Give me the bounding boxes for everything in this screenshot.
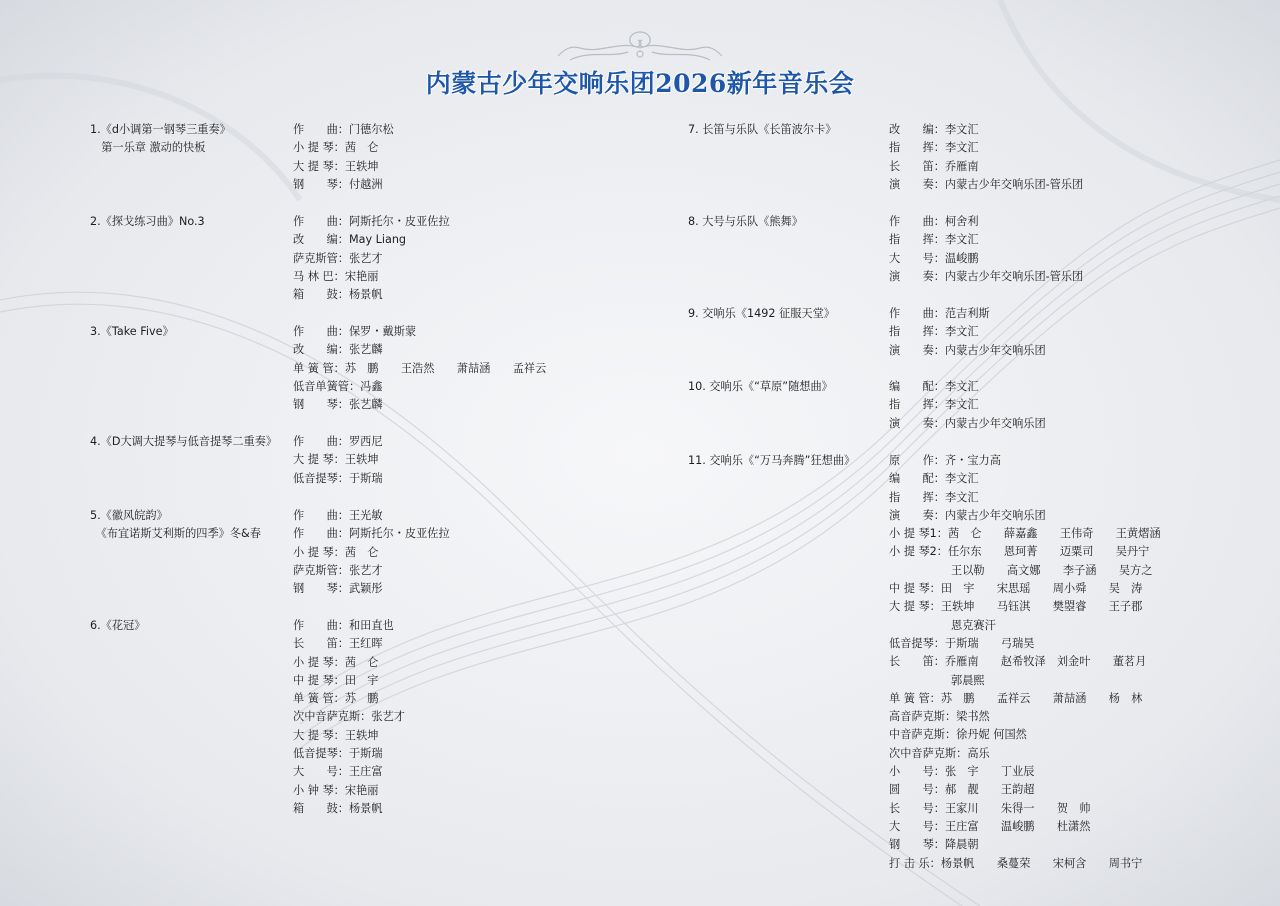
credit-line: 钢 琴：付越洲 [293,177,383,191]
credit-line: 指 挥：李文汇 [889,141,979,155]
credit-line: 编 配：李文汇 [889,472,979,486]
credit-list [293,433,383,488]
credit-line: 作 曲：范吉利斯 [889,307,990,320]
credit-line: 萨克斯管：张艺才 [293,251,383,265]
credit-line: 作 曲：和田直也 [293,619,394,632]
credit-line: 演 奏：内蒙古少年交响乐团 [889,343,1046,357]
credit-line: 大 提 琴：王轶坤 [293,453,379,467]
piece-title: 2.《探戈练习曲》No.3 [90,215,205,228]
credit-line: 低音单簧管：冯鑫 [293,379,383,393]
credit-line: 演 奏：内蒙古少年交响乐团 [889,416,1046,430]
credit-line: 中 提 琴：田 宇 [293,673,379,687]
credit-line: 作 曲：柯舍利 [889,215,979,228]
credit-line: 大 号：温峻鹏 [889,251,979,265]
credit-line: 改 编：May Liang [293,233,407,247]
credit-line: 低音提琴：于斯瑞 [293,747,383,761]
credit-line: 作 曲：门德尔松 [293,123,394,136]
credit-line: 演 奏：内蒙古少年交响乐团-管乐团 [889,269,1084,283]
credit-line: 原 作：齐・宝力高 [889,454,1001,467]
flourish-ornament-icon [540,28,740,68]
credit-line: 小 钟 琴：宋艳丽 [293,783,379,797]
piece-title: 1.《d小调第一钢琴三重奏》 第一乐章 激动的快板 [90,123,231,155]
credit-list [889,452,1161,873]
credit-line: 长 笛：王红晖 [293,637,383,651]
credit-line: 单 簧 管：苏 鹏 [293,692,379,706]
credit-line: 指 挥：李文汇 [889,398,979,412]
credit-line: 马 林 巴：宋艳丽 [293,269,379,283]
credit-line: 指 挥：李文汇 [889,490,979,504]
credit-line: 箱 鼓：杨景帆 [293,288,383,302]
credit-line: 作 曲：保罗・戴斯蒙 [293,325,417,338]
credit-line: 大 号：王庄富 温峻鹏 杜潇然 [889,819,1091,833]
credit-list [889,378,1046,433]
credit-line: 作 曲：阿斯托尔・皮亚佐拉 [293,215,450,228]
credit-line: 单 簧 管：苏 鹏 王浩然 萧喆涵 孟祥云 [293,361,547,375]
credit-list [889,121,1083,194]
piece-title: 5.《徽风皖韵》 《布宜诺斯艾利斯的四季》冬&春 [90,509,261,541]
piece-title: 4.《D大调大提琴与低音提琴二重奏》 [90,435,278,448]
credit-line: 作 曲：王光敏 [293,509,383,522]
credit-list [293,507,450,598]
credit-list [293,323,546,414]
credit-line: 改 编：张艺麟 [293,343,383,357]
credit-line: 打 击 乐：杨景帆 桑蔓荣 宋柯含 周书宁 [889,856,1143,870]
credit-line: 指 挥：李文汇 [889,233,979,247]
piece-title: 7. 长笛与乐队《长笛波尔卡》 [688,123,837,136]
piece-title: 11. 交响乐《“万马奔腾”狂想曲》 [688,454,856,467]
credit-line: 小 提 琴2：任尔东 恩珂菁 迈粟司 吴丹宁 [889,545,1150,559]
credit-line: 小 提 琴：茜 仑 [293,655,379,669]
credit-line: 高音萨克斯：梁书然 [889,710,990,724]
credit-line: 钢 琴：张艺麟 [293,398,383,412]
credit-line: 郭晨熙 [951,673,985,687]
piece-title: 6.《花冠》 [90,619,146,632]
credit-line: 大 提 琴：王轶坤 马钰淇 樊曌睿 王子郡 [889,600,1143,614]
credit-line: 低音提琴：于斯瑞 [293,471,383,485]
credit-line: 作 曲：罗西尼 [293,435,383,448]
piece-title: 10. 交响乐《“草原”随想曲》 [688,380,833,393]
credit-line: 萨克斯管：张艺才 [293,563,383,577]
credit-list [293,121,394,194]
credit-line: 编 配：李文汇 [889,380,979,393]
credit-line: 中 提 琴：田 宇 宋思瑶 周小舜 吴 涛 [889,582,1143,596]
header [0,28,1280,108]
credit-line: 小 提 琴：茜 仑 [293,141,379,155]
credit-line: 小 提 琴1：茜 仑 薛嘉鑫 王伟奇 王黄熠涵 [889,527,1161,541]
credit-line: 改 编：李文汇 [889,123,979,136]
credit-line: 箱 鼓：杨景帆 [293,801,383,815]
credit-line: 王以勒 高文娜 李子涵 吴方之 [951,563,1153,577]
credit-line: 圆 号：郝 靓 王韵超 [889,783,1035,797]
credit-line: 次中音萨克斯：高乐 [889,746,990,760]
credit-line: 指 挥：李文汇 [889,325,979,339]
credit-list [889,305,1046,360]
credit-line: 长 笛：乔雁南 赵希牧泽 刘金叶 董茗月 [889,655,1147,669]
credit-line: 大 提 琴：王轶坤 [293,159,379,173]
credit-line: 低音提琴：于斯瑞 弓瑞昊 [889,636,1035,650]
piece-title: 8. 大号与乐队《熊舞》 [688,215,803,228]
credit-line: 恩克赛汗 [951,618,996,632]
credit-line: 小 提 琴：茜 仑 [293,545,379,559]
credit-line: 中音萨克斯：徐丹妮 何国然 [889,728,1027,742]
credit-list [293,617,405,818]
credit-list [889,213,1083,286]
credit-line: 钢 琴：降晨朝 [889,838,979,852]
credit-line: 大 提 琴：王轶坤 [293,728,379,742]
piece-title: 9. 交响乐《1492 征服天堂》 [688,307,835,320]
credit-line: 演 奏：内蒙古少年交响乐团-管乐团 [889,177,1084,191]
credit-line: 长 号：王家川 朱得一 贺 帅 [889,801,1091,815]
piece-title: 3.《Take Five》 [90,325,174,338]
credit-line: 单 簧 管：苏 鹏 孟祥云 萧喆涵 杨 林 [889,691,1143,705]
credit-line: 长 笛：乔雁南 [889,159,979,173]
credit-line: 演 奏：内蒙古少年交响乐团 [889,508,1046,522]
credit-line: 次中音萨克斯：张艺才 [293,710,405,724]
credit-list [293,213,450,304]
credit-line: 作 曲：阿斯托尔・皮亚佐拉 [293,527,450,541]
page-title: 内蒙古少年交响乐团2026新年音乐会 [425,69,855,98]
credit-line: 大 号：王庄富 [293,765,383,779]
credit-line: 小 号：张 宇 丁业辰 [889,765,1035,779]
credit-line: 钢 琴：武颖彤 [293,582,383,596]
